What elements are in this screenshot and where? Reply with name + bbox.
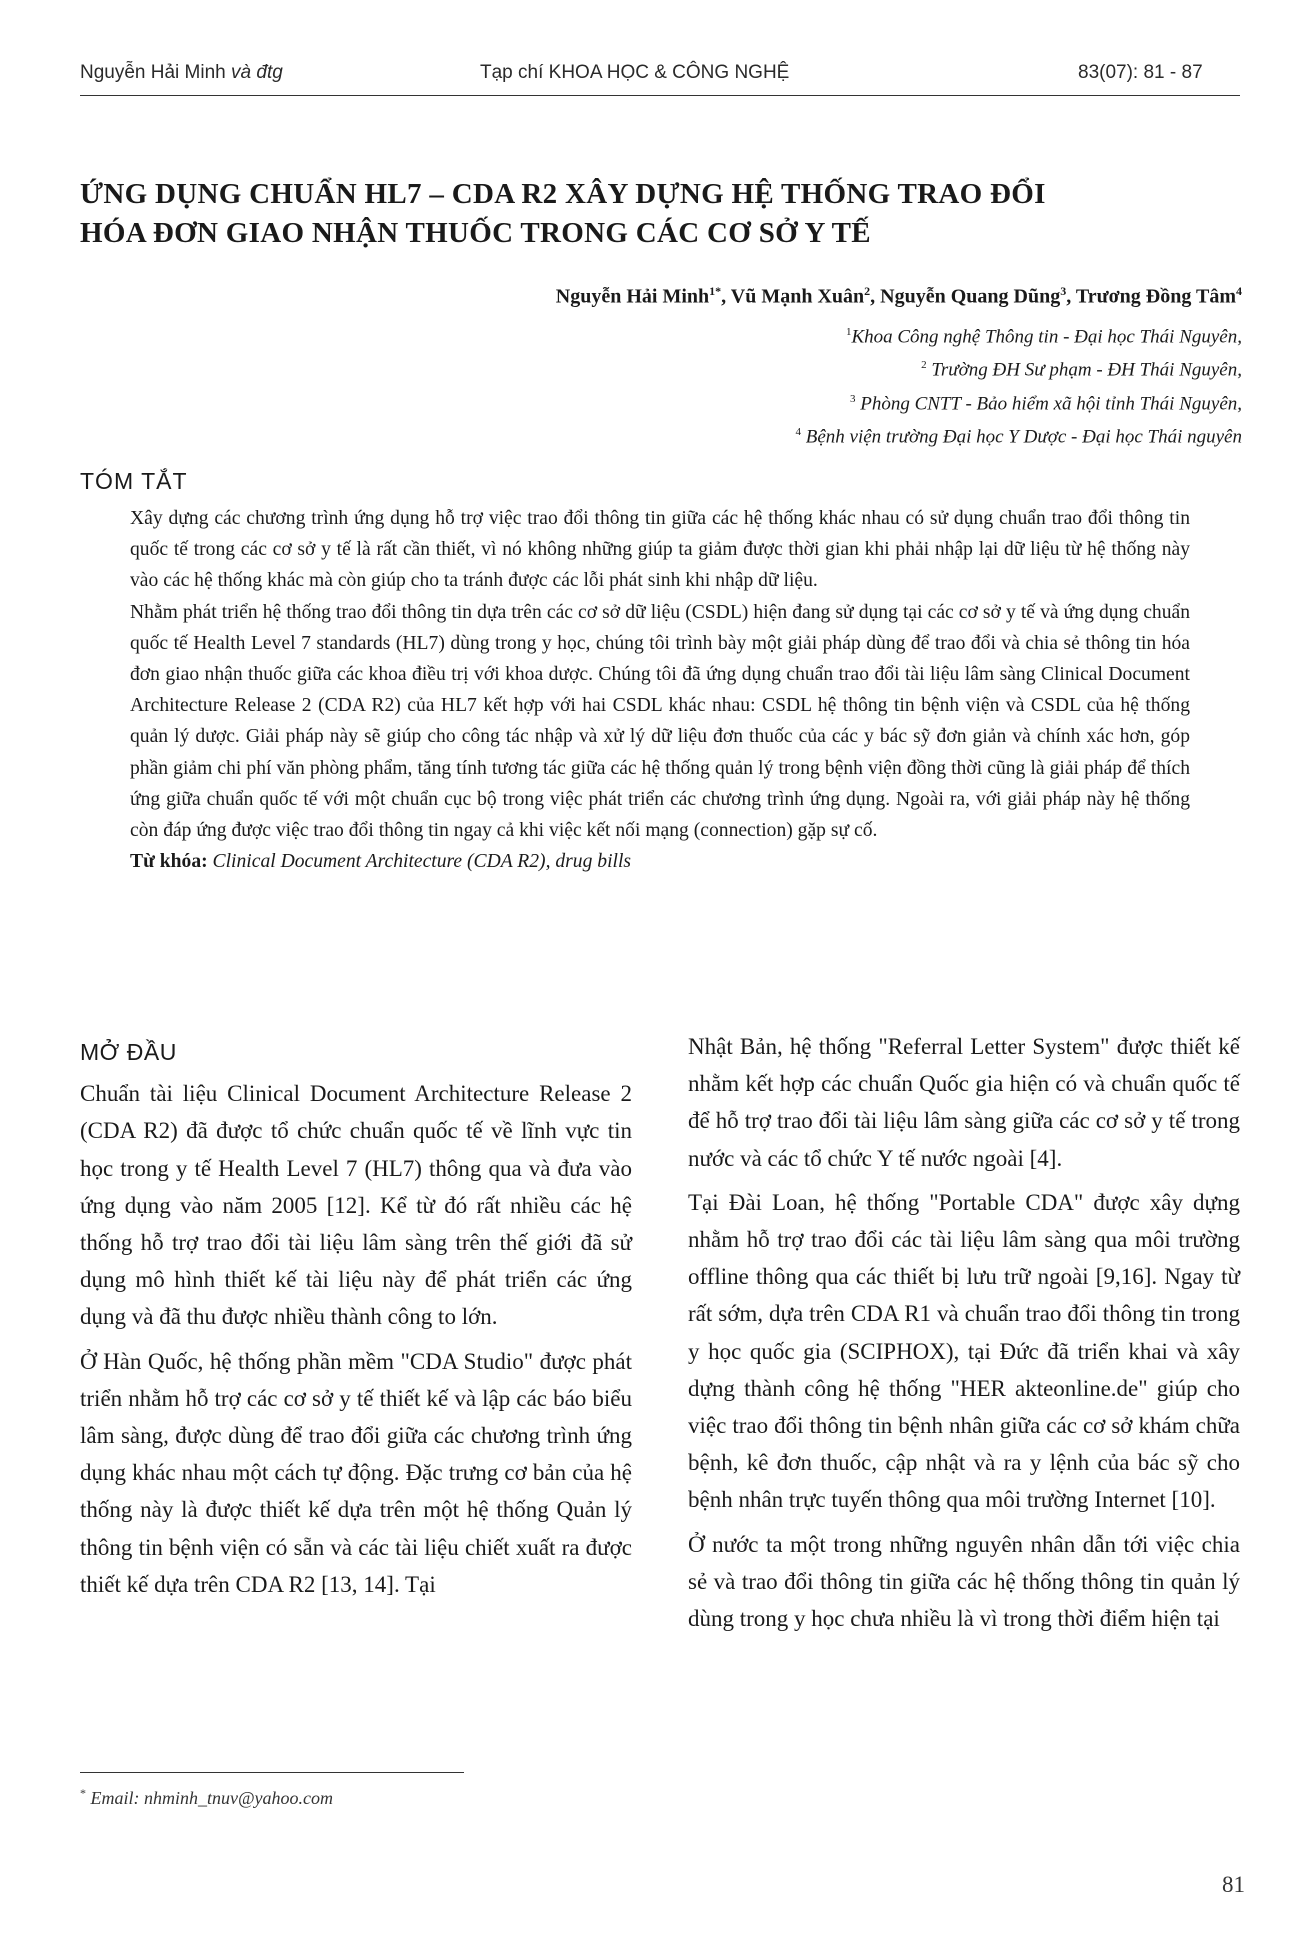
- affiliation: $^3$ Phòng CNTT - Bảo hiểm xã hội tỉnh Thái Nguyên,: [849, 392, 1242, 414]
- body-paragraph: Ở Hàn Quốc, hệ thống phần mềm "CDA Studio" được phát triển nhằm hỗ trợ các cơ sở y tế thiết kế và lập các báo biểu lâm sàng, được dùng để trao đổi giữa các chương trình ứng dụng khác nhau một cách tự động. Đặc trưng cơ bản của hệ thống này là được thiết kế dựa trên một hệ thống Quản lý thông tin bệnh viện có sẵn và các tài liệu chiết xuất ra được thiết kế dựa trên CDA R2 [13, 14]. Tại: [80, 1348, 632, 1597]
- body-paragraph: Nhật Bản, hệ thống "Referral Letter System" được thiết kế nhằm kết hợp các chuẩn Quốc gia hiện có và chuẩn quốc tế để hỗ trợ trao đổi tài liệu lâm sàng giữa các cơ sở y tế trong nước và các tổ chức Y tế nước ngoài [4].: [688, 1034, 1240, 1171]
- abstract-body: [130, 503, 1190, 877]
- author: Nguyễn Quang Dũng: [880, 285, 1061, 308]
- affiliation: $^1$Khoa Công nghệ Thông tin - Đại học Thái Nguyên,: [845, 326, 1242, 348]
- affiliation: $^4$ Bệnh viện trường Đại học Y Dược - Đại học Thái nguyên: [795, 425, 1242, 448]
- body-paragraph: Chuẩn tài liệu Clinical Document Architecture Release 2 (CDA R2) đã được tổ chức chuẩn quốc tế về lĩnh vực tin học trong y tế Health Level 7 (HL7) thông qua và đưa vào ứng dụng vào năm 2005 [12]. Kể từ đó rất nhiều các hệ thống hỗ trợ trao đổi tài liệu lâm sàng trên thế giới đã sử dụng mô hình thiết kế tài liệu này để phát triển các ứng dụng và đã thu được nhiều thành công to lớn.: [80, 1081, 632, 1330]
- footnote-email: Email: nhminh_tnuv@yahoo.com: [90, 1788, 334, 1808]
- keywords-text: Clinical Document Architecture (CDA R2), drug bills: [212, 851, 632, 873]
- body-column-right: [688, 1028, 1240, 1644]
- affiliation-list: [796, 318, 1243, 451]
- keywords-line: [130, 846, 1190, 877]
- running-header-pages: 83(07): 81 - 87: [1078, 62, 1203, 83]
- author: Nguyễn Hải Minh: [555, 285, 710, 308]
- title-line-2: HÓA ĐƠN GIAO NHẬN THUỐC TRONG CÁC CƠ SỞ Y TẾ: [80, 217, 871, 249]
- footnote: * Email: nhminh_tnuv@yahoo.com: [80, 1786, 334, 1808]
- header-divider: [80, 95, 1240, 96]
- running-header-journal: Tạp chí KHOA HỌC & CÔNG NGHỆ: [480, 62, 790, 83]
- abstract-paragraph: Nhằm phát triển hệ thống trao đổi thông tin dựa trên các cơ sở dữ liệu (CSDL) hiện đang sử dụng tại các cơ sở y tế và ứng dụng chuẩn quốc tế Health Level 7 standards (HL7) dùng trong y học, chúng tôi trình bày một giải pháp dùng để trao đổi và chia sẻ thông tin hóa đơn giao nhận thuốc giữa các khoa điều trị với khoa dược. Chúng tôi đã ứng dụng chuẩn trao đổi tài liệu lâm sàng Clinical Document Architecture Release 2 (CDA R2) của HL7 kết hợp với hai CSDL khác nhau: CSDL hệ thông tin bệnh viện và CSDL của hệ thống quản lý dược. Giải pháp này sẽ giúp cho công tác nhập và xử lý dữ liệu đơn thuốc của các y bác sỹ đơn giản và chính xác hơn, góp phần giảm chi phí văn phòng phẩm, tăng tính tương tác giữa các hệ thống quản lý trong bệnh viện đồng thời cũng là giải pháp để thích ứng giữa chuẩn quốc tế với một chuẩn cục bộ trong việc phát triển các chương trình ứng dụng. Ngoài ra, với giải pháp này hệ thống còn đáp ứng được việc trao đổi thông tin ngay cả khi việc kết nối mạng (connection) gặp sự cố.: [130, 601, 1190, 842]
- title-line-1: ỨNG DỤNG CHUẨN HL7 – CDA R2 XÂY DỰNG HỆ THỐNG TRAO ĐỔI: [80, 178, 1046, 210]
- page-number: 81: [1222, 1872, 1245, 1897]
- paper-title: [80, 175, 1240, 253]
- author: Vũ Mạnh Xuân: [730, 285, 865, 308]
- body-paragraph: Ở nước ta một trong những nguyên nhân dẫn tới việc chia sẻ và trao đổi thông tin giữa các hệ thống thông tin quản lý dùng trong y học chưa nhiều là vì trong thời điểm hiện tại: [688, 1531, 1240, 1632]
- affiliation: $^2$ Trường ĐH Sư phạm - ĐH Thái Nguyên,: [921, 359, 1242, 381]
- footnote-divider: [80, 1772, 464, 1773]
- abstract-heading: TÓM TẮT: [80, 468, 188, 494]
- author: Trương Đồng Tâm: [1075, 285, 1236, 308]
- abstract-paragraph: Xây dựng các chương trình ứng dụng hỗ trợ việc trao đổi thông tin giữa các hệ thống khác nhau có sử dụng chuẩn trao đổi thông tin quốc tế trong các cơ sở y tế là rất cần thiết, vì nó không những giúp ta giảm được thời gian khi phải nhập lại dữ liệu từ hệ thống này vào các hệ thống khác mà còn giúp cho ta tránh được các lỗi phát sinh khi nhập dữ liệu.: [130, 508, 1190, 592]
- author-list: Nguyễn Hải Minh$^{1*}$, Vũ Mạnh Xuân$^2$, Nguyễn Quang Dũng$^3$, Trương Đồng Tâm$^4$: [555, 284, 1242, 308]
- section-heading: MỞ ĐẦU: [80, 1039, 177, 1065]
- keywords-label: Từ khóa:: [130, 851, 208, 873]
- body-column-left: [80, 1028, 632, 1610]
- running-header-author: Nguyễn Hải Minh và đtg: [80, 62, 283, 83]
- body-paragraph: Tại Đài Loan, hệ thống "Portable CDA" được xây dựng nhằm hỗ trợ trao đổi các tài liệu lâm sàng qua môi trường offline thông qua các thiết bị lưu trữ ngoài [9,16]. Ngay từ rất sớm, dựa trên CDA R1 và chuẩn trao đổi thông tin trong y học quốc gia (SCIPHOX), tại Đức đã triển khai và xây dựng thành công hệ thống "HER akteonline.de" giúp cho việc trao đổi thông tin bệnh nhân giữa các cơ sở khám chữa bệnh, kê đơn thuốc, cập nhật và ra y lệnh của bác sỹ cho bệnh nhân trực tuyến thông qua môi trường Internet [10].: [688, 1189, 1240, 1513]
